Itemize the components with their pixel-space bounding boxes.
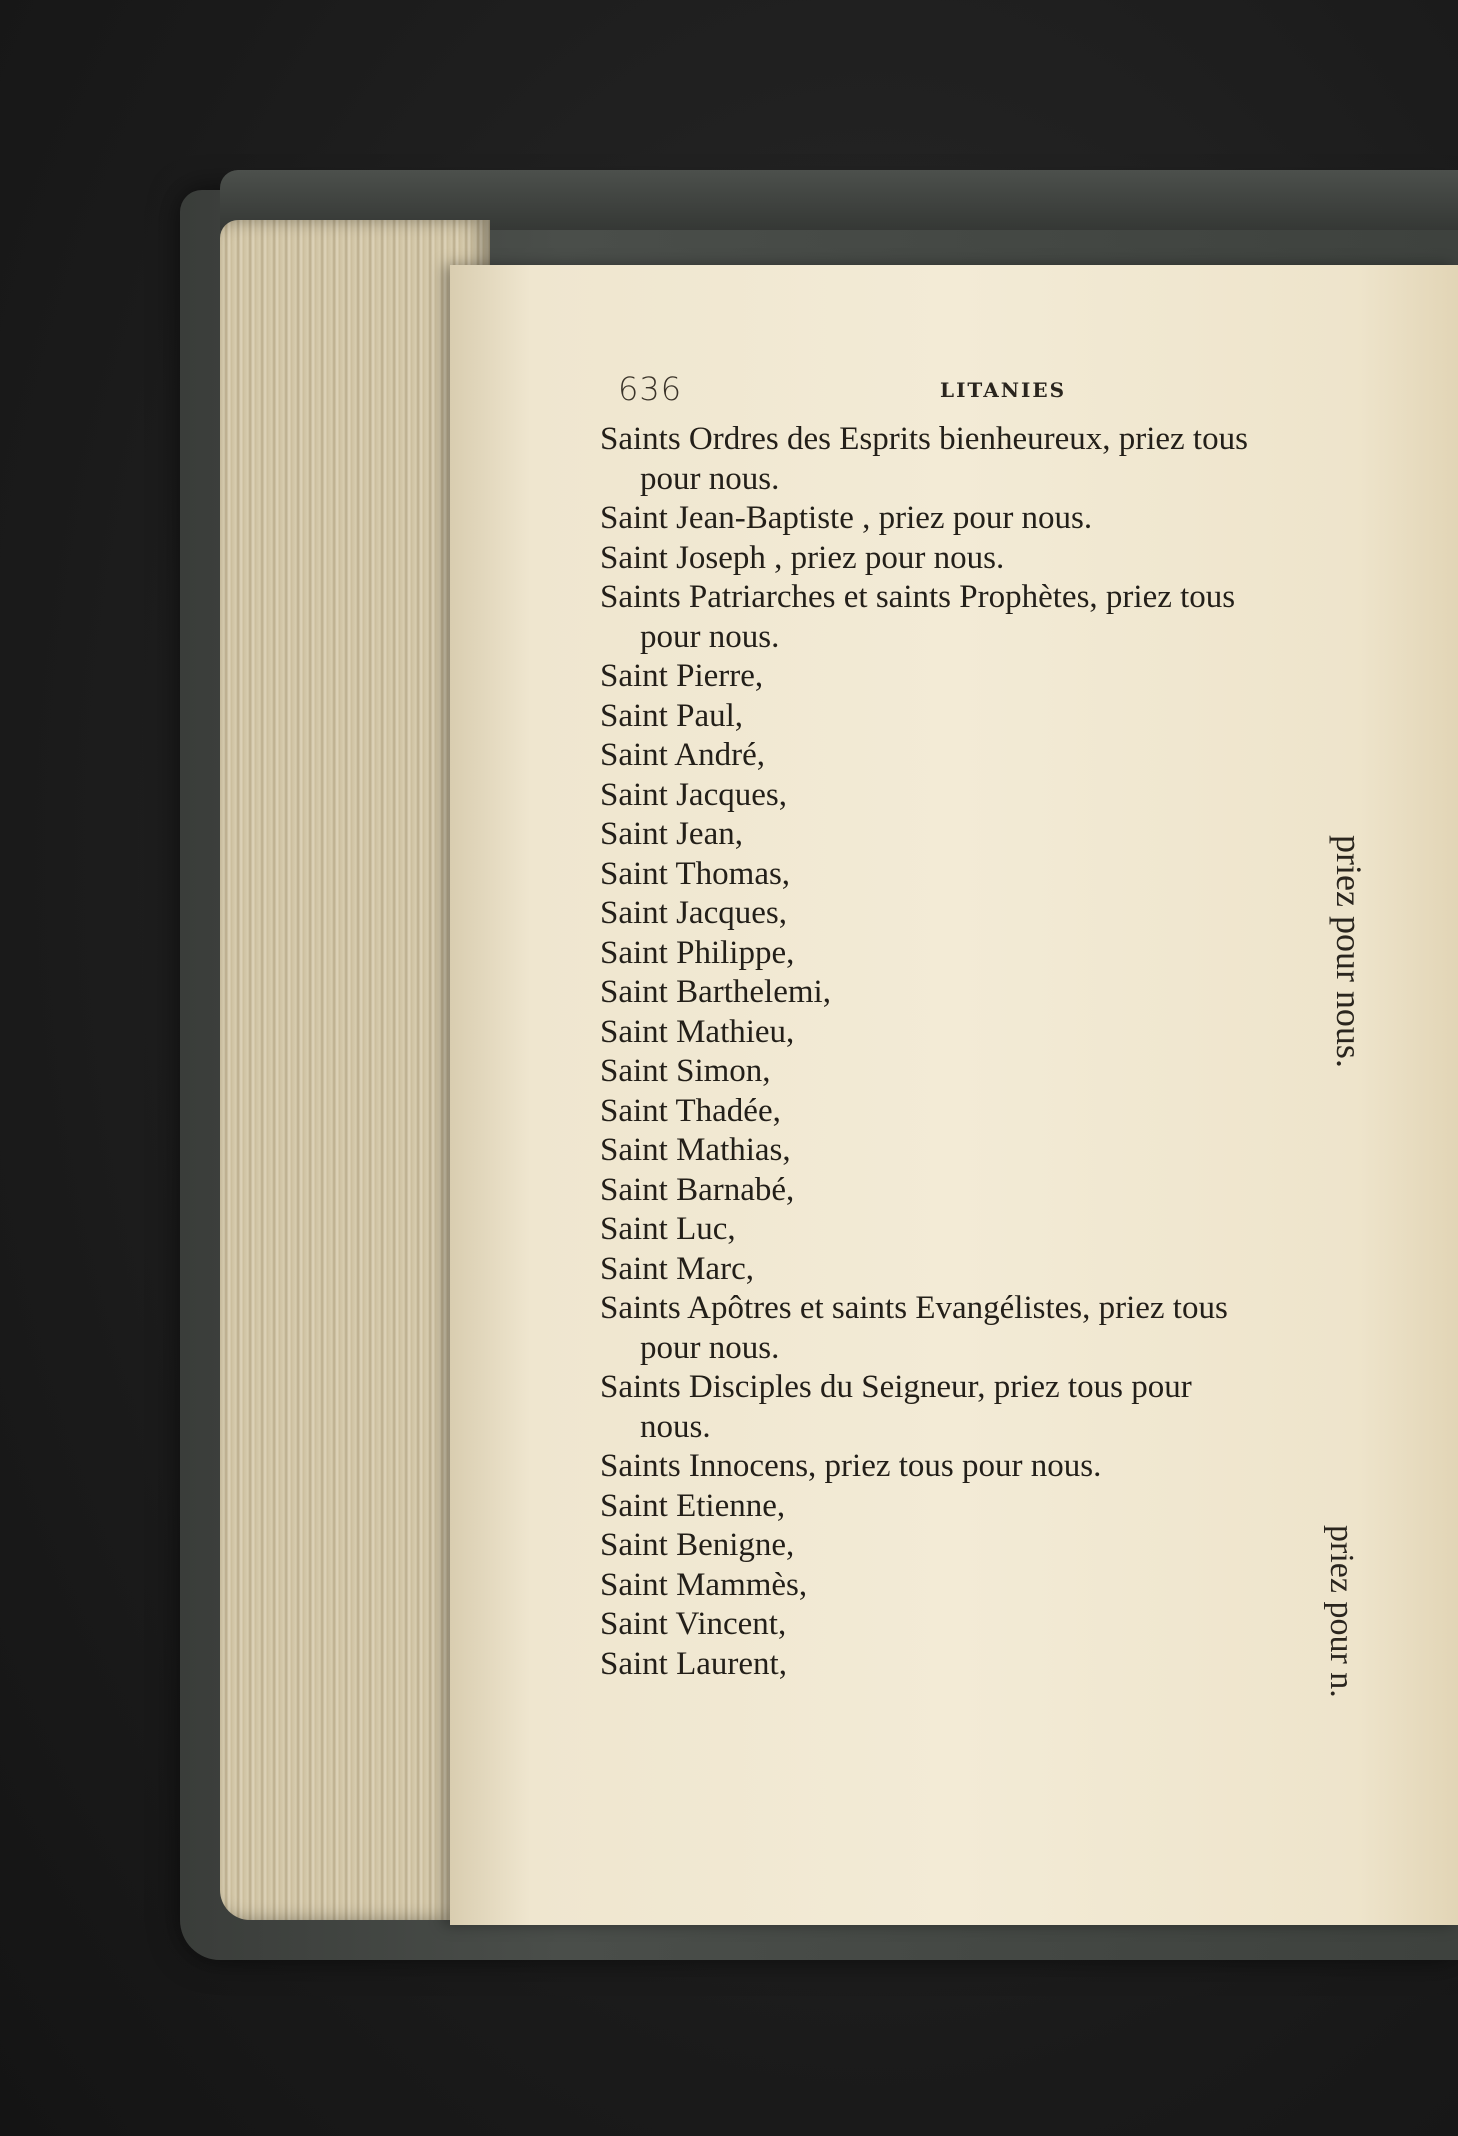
- text-line: Saint Marc,: [600, 1250, 754, 1287]
- text-line: Saint Thadée,: [600, 1092, 781, 1129]
- text-line: Saint Joseph , priez pour nous.: [600, 539, 1005, 576]
- text-line: Saint Etienne,: [600, 1487, 786, 1524]
- text-line: Saint Benigne,: [600, 1527, 795, 1563]
- text-line: Saint Vincent,: [600, 1606, 787, 1642]
- text-line: Saint Barnabé,: [600, 1171, 795, 1208]
- page-number: 636: [618, 370, 683, 408]
- running-title: LITANIES: [940, 378, 1067, 402]
- text-line: Saint Laurent,: [600, 1645, 787, 1682]
- text-line: Saints Innocens, priez tous pour nous.: [600, 1448, 1102, 1484]
- text-line: Saint Thomas,: [600, 855, 791, 892]
- text-line: Saint Paul,: [600, 697, 744, 734]
- page-header: [340, 370, 1100, 410]
- litany-text: [600, 420, 1380, 1684]
- text-line: Saint André,: [600, 737, 765, 773]
- text-line: Saint Mathias,: [600, 1132, 791, 1168]
- text-line: Saint Jean-Baptiste , priez pour nous.: [600, 500, 1093, 536]
- text-line: Saints Patriarches et saints Prophètes, priez tous: [600, 579, 1236, 615]
- text-line: Saint Simon,: [600, 1053, 771, 1089]
- text-line: Saint Jacques,: [600, 776, 787, 813]
- text-line: Saint Mathieu,: [600, 1013, 795, 1050]
- text-line: Saint Philippe,: [600, 934, 795, 971]
- text-line: Saints Apôtres et saints Evangélistes, priez tous: [600, 1290, 1228, 1326]
- text-line: nous.: [640, 1408, 711, 1445]
- text-line: Saints Ordres des Esprits bienheureux, priez tous: [600, 421, 1248, 457]
- text-line: Saints Disciples du Seigneur, priez tous pour: [600, 1369, 1192, 1405]
- text-line: Saint Barthelemi,: [600, 974, 831, 1010]
- text-line: Saint Mammès,: [600, 1566, 808, 1603]
- text-line: pour nous.: [640, 460, 780, 497]
- side-note-priez-pour-nous: priez pour nous.: [1329, 835, 1369, 1068]
- text-line: Saint Luc,: [600, 1211, 736, 1247]
- side-note-priez-pour-n: priez pour n.: [1323, 1525, 1360, 1698]
- text-line: pour nous.: [640, 618, 780, 655]
- text-line: Saint Pierre,: [600, 658, 764, 694]
- text-line: Saint Jacques,: [600, 895, 787, 931]
- text-line: pour nous.: [640, 1329, 780, 1366]
- text-line: Saint Jean,: [600, 816, 743, 852]
